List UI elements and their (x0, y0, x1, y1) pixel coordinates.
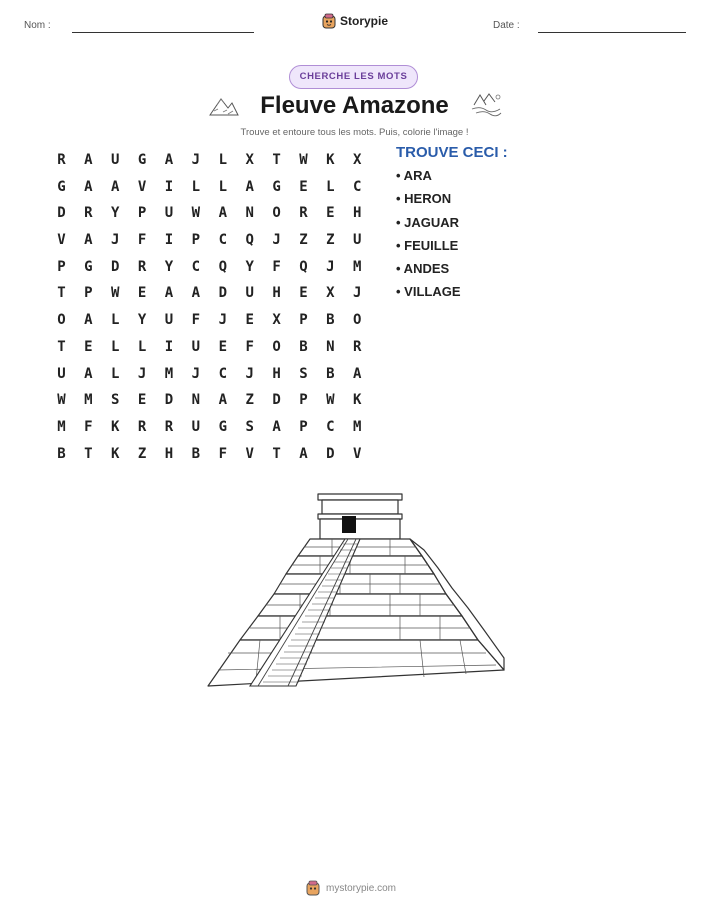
grid-letter[interactable]: P (57, 258, 66, 275)
grid-letter[interactable]: T (57, 285, 66, 302)
word-item: • HERON (396, 191, 452, 207)
word-item: • VILLAGE (396, 284, 461, 300)
grid-letter[interactable]: P (299, 392, 308, 409)
grid-row (48, 334, 371, 361)
grid-letter[interactable]: F (218, 445, 227, 462)
grid-letter[interactable]: T (272, 152, 281, 168)
grid-letter[interactable]: U (245, 285, 254, 302)
grid-letter[interactable]: I (164, 338, 174, 355)
grid-letter[interactable]: K (326, 152, 335, 168)
grid-row (48, 441, 371, 468)
grid-letter[interactable]: M (164, 365, 174, 382)
grid-letter[interactable]: B (299, 338, 308, 355)
grid-letter[interactable]: C (326, 418, 335, 435)
grid-letter[interactable]: E (326, 205, 335, 222)
grid-letter[interactable]: P (137, 205, 147, 222)
grid-letter[interactable]: H (272, 285, 281, 302)
grid-letter[interactable]: D (272, 392, 281, 409)
grid-letter[interactable]: Z (137, 445, 147, 462)
grid-letter[interactable]: Q (299, 258, 308, 275)
grid-letter[interactable]: X (353, 152, 362, 168)
grid-letter[interactable]: W (191, 205, 201, 222)
grid-row (48, 361, 371, 388)
grid-letter[interactable]: G (272, 178, 281, 195)
grid-letter[interactable]: Q (218, 258, 227, 275)
grid-letter[interactable]: F (272, 258, 281, 275)
grid-row (48, 227, 371, 254)
grid-letter[interactable]: K (111, 418, 120, 435)
grid-letter[interactable]: U (111, 152, 120, 168)
grid-letter[interactable]: M (57, 418, 66, 435)
grid-letter[interactable]: J (111, 232, 120, 249)
grid-letter[interactable]: R (299, 205, 308, 222)
grid-letter[interactable]: O (272, 338, 281, 355)
grid-letter[interactable]: J (245, 365, 254, 382)
grid-letter[interactable]: R (353, 338, 362, 355)
grid-letter[interactable]: F (245, 338, 254, 355)
grid-letter[interactable]: Z (326, 232, 335, 249)
grid-letter[interactable]: Z (299, 232, 308, 249)
grid-letter[interactable]: L (218, 152, 227, 168)
grid-letter[interactable]: A (84, 312, 93, 329)
grid-letter[interactable]: A (164, 285, 174, 302)
grid-letter[interactable]: A (84, 232, 93, 249)
footer (306, 880, 396, 896)
grid-letter[interactable]: O (272, 205, 281, 222)
grid-letter[interactable]: J (191, 152, 201, 168)
grid-letter[interactable]: S (245, 418, 254, 435)
river-landscape-doodle-icon (470, 91, 502, 117)
word-list (396, 144, 508, 308)
grid-letter[interactable]: L (191, 178, 201, 195)
grid-letter[interactable]: I (164, 178, 174, 195)
grid-letter[interactable]: M (84, 392, 93, 409)
grid-letter[interactable]: M (353, 258, 362, 275)
grid-letter[interactable]: L (111, 365, 120, 382)
mayan-pyramid-illustration (200, 490, 510, 690)
grid-letter[interactable]: N (191, 392, 201, 409)
grid-letter[interactable]: O (353, 312, 362, 329)
grid-letter[interactable]: W (57, 392, 66, 409)
grid-letter[interactable]: A (218, 392, 227, 409)
grid-letter[interactable]: C (218, 232, 227, 249)
grid-letter[interactable]: A (353, 365, 362, 382)
grid-letter[interactable]: A (218, 205, 227, 222)
grid-letter[interactable]: E (84, 338, 93, 355)
grid-letter[interactable]: H (164, 445, 174, 462)
grid-letter[interactable]: F (84, 418, 93, 435)
grid-letter[interactable]: K (111, 445, 120, 462)
brand-logo (322, 13, 388, 29)
grid-letter[interactable]: J (218, 312, 227, 329)
grid-letter[interactable]: C (218, 365, 227, 382)
page-title: Fleuve Amazone (260, 92, 449, 119)
grid-letter[interactable]: H (353, 205, 362, 222)
grid-letter[interactable]: U (164, 312, 174, 329)
grid-row (48, 254, 371, 281)
grid-letter[interactable]: P (299, 312, 308, 329)
grid-row (48, 414, 371, 441)
grid-letter[interactable]: X (245, 152, 254, 168)
grid-letter[interactable]: U (164, 205, 174, 222)
grid-letter[interactable]: E (299, 285, 308, 302)
grid-letter[interactable]: E (137, 285, 147, 302)
grid-letter[interactable]: Y (245, 258, 254, 275)
word-item: • ANDES (396, 261, 450, 277)
instructions: Trouve et entoure tous les mots. Puis, colorie l'image ! (240, 127, 469, 138)
grid-letter[interactable]: Z (245, 392, 254, 409)
name-label: Nom : (24, 20, 51, 31)
grid-letter[interactable]: J (326, 258, 335, 275)
grid-row (48, 307, 371, 334)
grid-letter[interactable]: Q (245, 232, 254, 249)
grid-letter[interactable]: Y (164, 258, 174, 275)
word-item: • JAGUAR (396, 214, 460, 230)
grid-letter[interactable]: J (137, 365, 147, 382)
grid-letter[interactable]: I (164, 232, 174, 249)
date-label: Date : (493, 20, 520, 31)
grid-letter[interactable]: R (84, 205, 93, 222)
grid-letter[interactable]: E (245, 312, 254, 329)
grid-letter[interactable]: B (191, 445, 201, 462)
grid-letter[interactable]: H (272, 365, 281, 382)
grid-letter[interactable]: X (272, 312, 281, 329)
word-item: • FEUILLE (396, 237, 459, 253)
grid-letter[interactable]: A (111, 178, 120, 195)
grid-letter[interactable]: A (272, 418, 281, 435)
date-line (538, 32, 686, 33)
grid-letter[interactable]: E (218, 338, 227, 355)
grid-letter[interactable]: J (272, 232, 281, 249)
grid-letter[interactable]: X (326, 285, 335, 302)
grid-letter[interactable]: J (191, 365, 201, 382)
grid-letter[interactable]: L (218, 178, 227, 195)
grid-letter[interactable]: D (164, 392, 174, 409)
grid-letter[interactable]: E (299, 178, 308, 195)
grid-letter[interactable]: A (299, 445, 308, 462)
storypie-mascot-icon (322, 13, 336, 29)
grid-letter[interactable]: Y (111, 205, 120, 222)
grid-letter[interactable]: R (57, 152, 66, 168)
grid-letter[interactable]: G (137, 152, 147, 168)
grid-letter[interactable]: S (111, 392, 120, 409)
grid-letter[interactable]: U (353, 232, 362, 249)
grid-letter[interactable]: W (299, 152, 308, 168)
grid-letter[interactable]: F (137, 232, 147, 249)
grid-letter[interactable]: A (84, 152, 93, 168)
grid-row (48, 200, 371, 227)
grid-letter[interactable]: N (326, 338, 335, 355)
activity-badge: CHERCHE LES MOTS (289, 65, 418, 89)
grid-letter[interactable]: U (57, 365, 66, 382)
grid-letter[interactable]: Y (137, 312, 147, 329)
grid-letter[interactable]: V (57, 232, 66, 249)
grid-letter[interactable]: J (353, 285, 362, 302)
grid-letter[interactable]: W (111, 285, 120, 302)
grid-letter[interactable]: U (191, 418, 201, 435)
grid-letter[interactable]: V (137, 178, 147, 195)
footer-url: mystorypie.com (326, 882, 397, 894)
grid-letter[interactable]: T (272, 445, 281, 462)
grid-letter[interactable]: L (137, 338, 147, 355)
grid-letter[interactable]: P (191, 232, 201, 249)
grid-letter[interactable]: F (191, 312, 201, 329)
grid-letter[interactable]: W (326, 392, 335, 409)
grid-letter[interactable]: M (353, 418, 362, 435)
grid-letter[interactable]: A (245, 178, 254, 195)
grid-letter[interactable]: D (218, 285, 227, 302)
word-list-title: TROUVE CECI : (396, 144, 508, 161)
grid-letter[interactable]: L (111, 338, 120, 355)
grid-letter[interactable]: C (191, 258, 201, 275)
grid-letter[interactable]: O (57, 312, 66, 329)
grid-letter[interactable]: P (299, 418, 308, 435)
name-line (72, 32, 254, 33)
grid-letter[interactable]: G (218, 418, 227, 435)
grid-letter[interactable]: T (84, 445, 93, 462)
grid-letter[interactable]: R (164, 418, 174, 435)
word-item: • ARA (396, 168, 432, 183)
grid-letter[interactable]: E (137, 392, 147, 409)
grid-letter[interactable]: S (299, 365, 308, 382)
grid-letter[interactable]: D (326, 445, 335, 462)
grid-letter[interactable]: R (137, 258, 147, 275)
grid-letter[interactable]: G (57, 178, 66, 195)
grid-row (48, 147, 371, 174)
grid-letter[interactable]: T (57, 338, 66, 355)
brand-name: Storypie (340, 14, 389, 28)
word-search-grid (48, 147, 371, 467)
grid-letter[interactable]: A (164, 152, 174, 168)
grid-letter[interactable]: G (84, 258, 93, 275)
grid-letter[interactable]: B (326, 312, 335, 329)
grid-letter[interactable]: P (84, 285, 93, 302)
grid-letter[interactable]: U (191, 338, 201, 355)
grid-row (48, 280, 371, 307)
grid-letter[interactable]: C (353, 178, 362, 195)
grid-letter[interactable]: V (353, 445, 362, 462)
grid-letter[interactable]: A (191, 285, 201, 302)
grid-row (48, 387, 371, 414)
grid-letter[interactable]: K (353, 392, 362, 409)
grid-letter[interactable]: A (84, 365, 93, 382)
grid-letter[interactable]: R (137, 418, 147, 435)
grid-letter[interactable]: L (326, 178, 335, 195)
grid-letter[interactable]: D (111, 258, 120, 275)
grid-row (48, 174, 371, 201)
grid-letter[interactable]: B (57, 445, 66, 462)
grid-letter[interactable]: B (326, 365, 335, 382)
grid-letter[interactable]: A (84, 178, 93, 195)
storypie-mascot-icon (306, 880, 320, 896)
grid-letter[interactable]: D (57, 205, 66, 222)
grid-letter[interactable]: L (111, 312, 120, 329)
grid-letter[interactable]: N (245, 205, 254, 222)
grid-letter[interactable]: V (245, 445, 254, 462)
